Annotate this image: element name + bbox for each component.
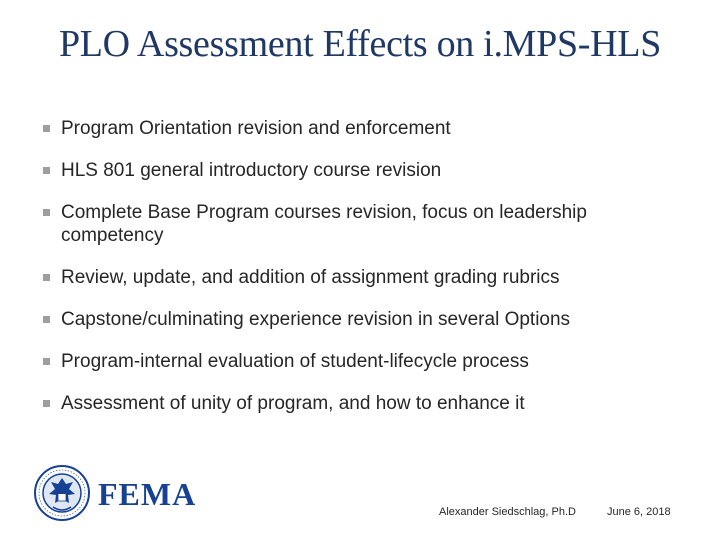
bullet-item bbox=[43, 201, 693, 247]
bullet-text: Program-internal evaluation of student-lifecycle process bbox=[61, 351, 529, 372]
bullet-text: Complete Base Program courses revision, focus on leadership competency bbox=[61, 202, 587, 246]
fema-logo bbox=[33, 464, 203, 528]
bullet-item bbox=[43, 308, 693, 331]
bullet-square-icon bbox=[43, 400, 50, 407]
bullet-square-icon bbox=[43, 358, 50, 365]
fema-wordmark: FEMA bbox=[98, 476, 197, 512]
bullet-square-icon bbox=[43, 316, 50, 323]
dhs-seal-icon bbox=[33, 464, 91, 522]
bullet-square-icon bbox=[43, 125, 50, 132]
bullet-text: Program Orientation revision and enforcement bbox=[61, 118, 451, 139]
bullet-item bbox=[43, 159, 693, 182]
slide-title: PLO Assessment Effects on i.MPS-HLS bbox=[58, 23, 662, 65]
bullet-text: Assessment of unity of program, and how to enhance it bbox=[61, 393, 525, 414]
bullet-item bbox=[43, 266, 693, 289]
presentation-date: June 6, 2018 bbox=[607, 506, 671, 518]
bullet-item bbox=[43, 350, 693, 373]
bullet-text: HLS 801 general introductory course revision bbox=[61, 160, 442, 181]
bullet-square-icon bbox=[43, 209, 50, 216]
bullet-square-icon bbox=[43, 274, 50, 281]
author-name: Alexander Siedschlag, Ph.D bbox=[439, 506, 576, 518]
bullet-square-icon bbox=[43, 167, 50, 174]
bullet-item bbox=[43, 392, 693, 415]
bullet-text: Capstone/culminating experience revision in several Options bbox=[61, 309, 571, 330]
bullet-text: Review, update, and addition of assignment grading rubrics bbox=[61, 267, 560, 288]
bullet-item bbox=[43, 117, 693, 140]
bullet-list bbox=[43, 117, 693, 434]
